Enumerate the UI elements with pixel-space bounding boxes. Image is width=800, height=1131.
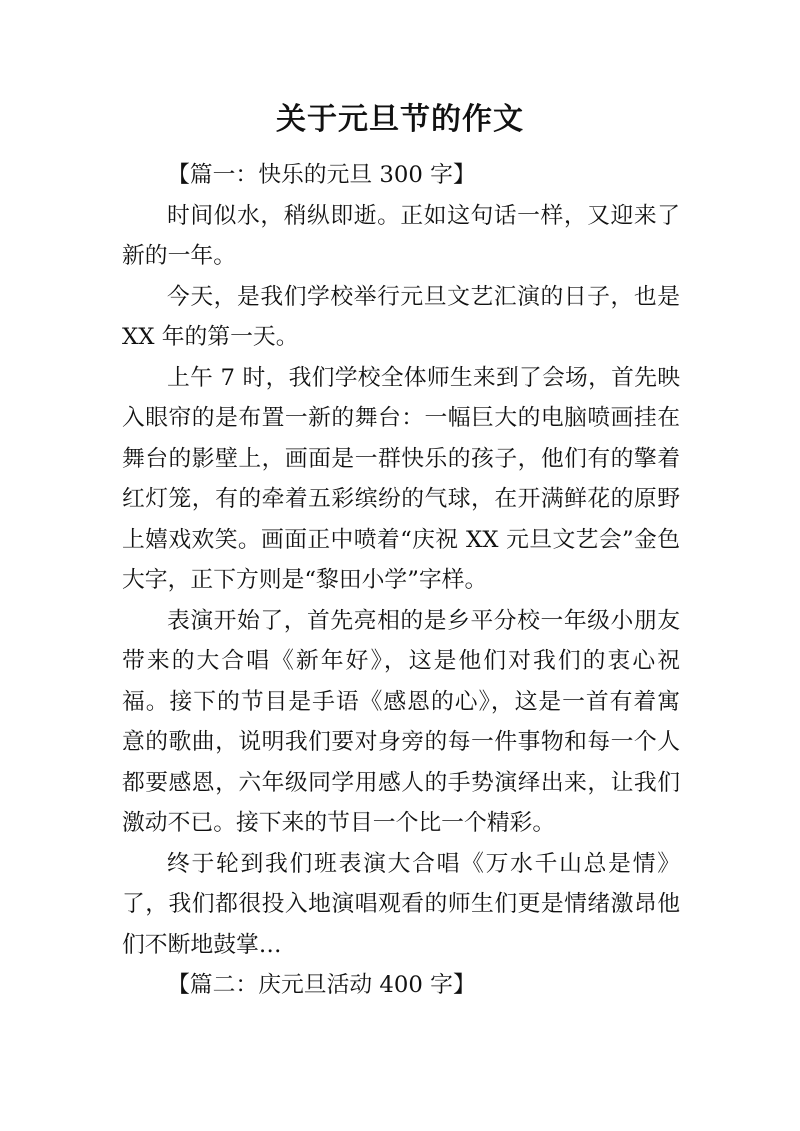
section-heading: 【篇二：庆元旦活动 400 字】 <box>167 972 476 998</box>
paragraph: 终于轮到我们班表演大合唱《万水千山总是情》了，我们都很投入地演唱观看的师生们更是情绪激昂他们不断地鼓掌… <box>122 850 680 958</box>
paragraph: 表演开始了，首先亮相的是乡平分校一年级小朋友带来的大合唱《新年好》，这是他们对我们的衷心祝福。接下的节目是手语《感恩的心》，这是一首有着寓意的歌曲，说明我们要对身旁的每一件事物和每一个人都要感恩，六年级同学用感人的手势演绎出来，让我们激动不已。接下来的节目一个比一个精彩。 <box>122 607 680 836</box>
paragraph: 上午 7 时，我们学校全体师生来到了会场，首先映入眼帘的是布置一新的舞台：一幅巨大的电脑喷画挂在舞台的影壁上，画面是一群快乐的孩子，他们有的擎着红灯笼，有的牵着五彩缤纷的气球，在开满鲜花的原野上嬉戏欢笑。画面正中喷着“庆祝 XX 元旦文艺会”金色大字，正下方则是“黎田小学”字样。 <box>122 364 680 593</box>
document-body <box>122 155 680 1006</box>
paragraph: 今天，是我们学校举行元旦文艺汇演的日子，也是 XX 年的第一天。 <box>122 283 680 350</box>
section-heading: 【篇一：快乐的元旦 300 字】 <box>167 162 476 188</box>
document-title: 关于元旦节的作文 <box>276 102 524 137</box>
paragraph: 时间似水，稍纵即逝。正如这句话一样，又迎来了新的一年。 <box>122 202 680 269</box>
